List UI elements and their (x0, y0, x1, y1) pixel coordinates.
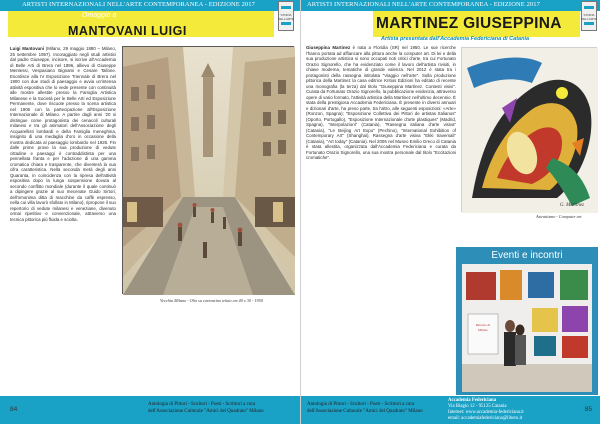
painting-abstract-figures-svg (462, 48, 598, 213)
left-page-number: 84 (10, 406, 18, 413)
poster-text: Ritratto di (475, 323, 491, 327)
left-logo-icon (278, 1, 294, 31)
painting-city-street-svg (123, 47, 295, 295)
academy-contact (448, 398, 524, 422)
right-footer (307, 401, 423, 415)
right-logo-text-2: DELL'ARTE (580, 17, 598, 21)
left-header-bar (0, 0, 300, 11)
left-header-text: ARTISTI INTERNAZIONALI NELL'ARTE CONTEMPORANEA - EDIZIONE 2017 (22, 1, 255, 8)
left-artist-name: MANTOVANI LUIGI (68, 24, 187, 38)
left-logo-text-2: DELL'ARTE (277, 17, 295, 21)
right-page-number: 85 (584, 406, 592, 413)
right-header-bar (301, 0, 600, 11)
poster-text-2: Milano (477, 328, 489, 332)
left-logo-text: STORIA (280, 13, 292, 17)
right-footer-line-1: Antologia di Pittori - Scultori - Poeti - Scrittori a cura (307, 402, 415, 407)
left-footer-line-1: Antologia di Pittori - Scultori - Poeti - Scrittori a cura (148, 402, 256, 407)
right-footer-line-2: dell'Associazione Culturale "Amici del Quadrato" Milano (307, 409, 423, 414)
left-bio (10, 46, 116, 222)
homage-label: Omaggio a (82, 12, 117, 19)
left-bio-lead: Luigi Mantovani (10, 46, 44, 51)
photo-exhibition-svg (462, 264, 592, 392)
right-logo-text: STORIA (583, 13, 595, 17)
photo-exhibition (462, 264, 592, 392)
artist-signature: G. Martinez (559, 203, 584, 208)
right-bio-text: è nata a Floridia (SR) nel 1950. Le sue ricerche l'hanno portata ad affiancare alla pittura anche la computer art. Di lei e della sua produzione artistica si sono occupati noti critici d'arte, tra cui Fortunato Orazio Signorello, che ha evidenziato come il lavoro dell'artista rivisiti, in chiave moderna, tematiche di grande valenza. Nel 2012 è stata tra i protagonisti della rassegna intitolata "Viaggio nell'arte". Sulla produzione pittorica della Martinez la casa editrice Kritios Edizioni ha editato di recente una monografia (la terza) dal titolo "Giuseppina Martinez. Contesti visivi". Curata da Fortunato Orazio Signorello, la pubblicazione evidenzia, attraverso opere di vario formato, l'attività artistica della Martinez nell'ultimo decennio. È stata della prestigiosa Accademia Federiciana. È presente in diversi annuari e dizionari d'arte, ha preso parte, tra l'altro, alle seguenti esposizioni: «Arte» (Ronzon, Spagna); "Esposizione Collettiva dei Pittori de artistas Italianos" (Oporto, Portogallo), "Esposizione Internazionale d'arte plastiques" (Madrid, Spagna), "Interpolazioni" (Catania), "Rassegna italiana d'arte visiva" (Catania), "Le Beijing Art Expo" (Pechino), "International Exhibition of Contemporary Art" (Shanghai), Rassegna d'arte visiva "Ekki traversali" (Catania), "Art today" (Catania). Nel 2005 nel Museo Emilio Greco di Catania è stata allestita, organizzata dall'Accademia Federiciana e curata da Fortunato Orazio Signorello, una sua mostra personale dal titolo "Eccitazioni cromatiche". (306, 45, 456, 160)
academy-name: Accademia Federiciana (448, 398, 497, 403)
academy-internet[interactable]: Internet: www.accademia-federiciana.it (448, 410, 524, 415)
academy-email[interactable]: email: accademiafedericiana@libero.it (448, 416, 523, 421)
events-title: Eventi e incontri (491, 250, 563, 261)
right-subtitle: Artista presentata dall'Accademia Federiciana di Catania (381, 36, 530, 42)
painting-city-street (122, 46, 294, 294)
right-logo-icon (581, 1, 597, 31)
right-page (300, 0, 600, 424)
left-footer (148, 401, 264, 415)
events-panel (456, 247, 598, 395)
left-footer-line-2: dell'Associazione Culturale "Amici del Quadrato" Milano (148, 409, 264, 414)
left-caption: Vecchia Milano - Olio su cartoncino telato cm 40 x 30 - 1950 (160, 298, 263, 303)
left-bio-text: (Milano, 29 maggio 1880 – Milano, 25 settembre 1957). Incoraggiato negli studi artistici dal padre Giuseppe, incisore, si iscrive all'Accademia di Belle Arti di Brera nel 1896, allievo di Giuseppe Mentessi, Vespasiano Bignami e Cesare Tallone. Esordisce alla IV Esposizione Triennale di Brera nel 1900 con due studi di paesaggio e avvia un'intensa attività espositiva che lo vede presente con continuità alle mostre allestite presso la Famiglia Artistica Milanese e la Società per le Belle Arti ed Esposizione Permanente, dove riscuote presso la scena artistica nel 1906 con la partecipazione all'Esposizione Internazionale di Milano. A partire dagli anni '20 si distingue come protagonista dei cenacoli culturali milanesi e tra gli animatori dell'Associazione degli Acquarellisti lombardi e della Famiglia meneghina, insignito di una medaglia d'oro in occasione della mostra dedicata al paesaggio lombardo nel 1926. Fin dalle prime prove la sua produzione di vedute cittadine e paesaggi è contraddistinta per una pennellata franta e per l'adozione di una gamma cromatica chiara e trasparente, che diventerà la sua cifra caratteristica. Nella seconda metà degli anni Quaranta, in coincidenza con la ripresa dell'attività espositiva dopo la lunga sospensione dovuta al secondo conflitto mondiale (durante il quale continuò a dipingere grazie al suo mecenate Guido Sirtori, dell'omonima ditta di macchine da caffè espresso, nella cui villa lavorò sfollato in Milano), ripropone il suo repertorio di vedute milanesi e veneziane, divenuto ormai ripetitivo e convenzionale, attraverso una tecnica pittorica più fluida e sciolta. (10, 46, 116, 222)
right-artist-name: MARTINEZ GIUSEPPINA (376, 15, 562, 32)
right-bio-lead: Giuseppina Martinez (306, 45, 351, 50)
right-caption: Astrattismo - Computer art (536, 214, 582, 219)
academy-address: Via Biagio 12 - 95125 Catania (448, 404, 507, 409)
right-bio (306, 45, 456, 161)
right-header-text: ARTISTI INTERNAZIONALI NELL'ARTE CONTEMPORANEA - EDIZIONE 2017 (307, 1, 540, 8)
painting-abstract-figures (461, 47, 597, 212)
